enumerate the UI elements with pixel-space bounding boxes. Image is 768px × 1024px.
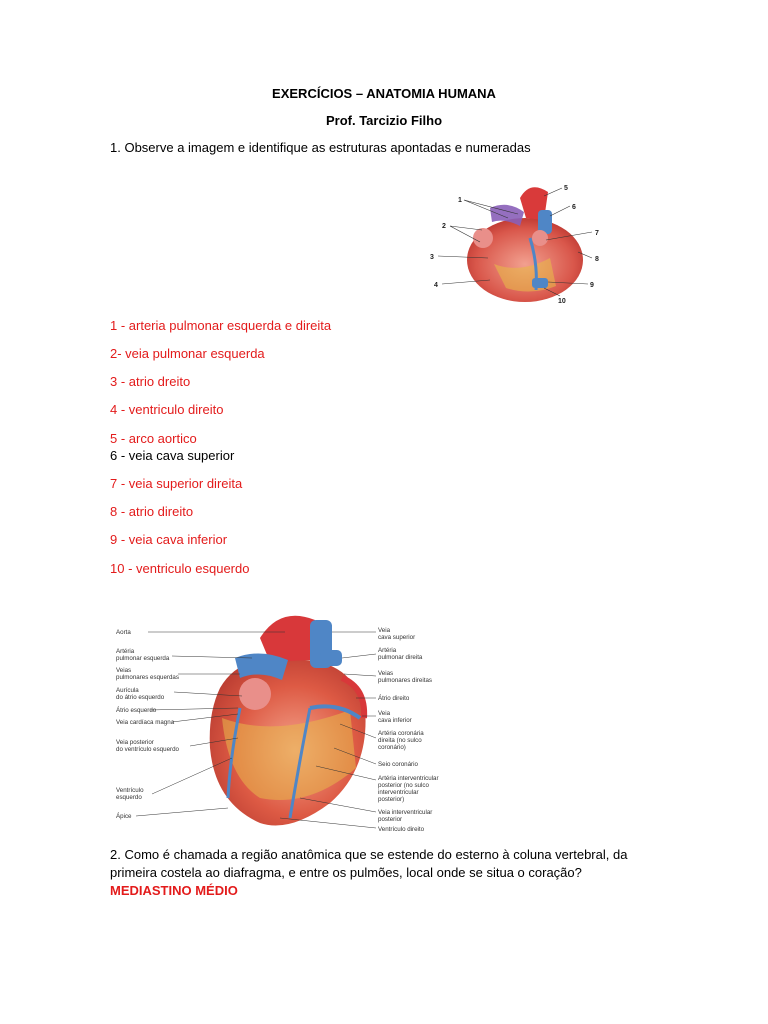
answer-8: [110, 504, 193, 520]
label-right-pulmonary-artery: Artéria: [378, 647, 397, 654]
figure-number: 7: [595, 230, 599, 237]
label-left-ventricle: Ventrículo: [116, 787, 144, 794]
label-superior-vena-cava-2: cava superior: [378, 634, 416, 641]
question-1-text: 1. Observe a imagem e identifique as estruturas apontadas e numeradas: [110, 140, 531, 155]
question-2-line-1: 2. Como é chamada a região anatômica que se estende do esterno à coluna vertebral, da: [110, 847, 628, 862]
label-left-ventricle-2: esquerdo: [116, 794, 142, 801]
label-right-atrium: Átrio direito: [378, 695, 410, 702]
answer-text: ventriculo direito: [125, 402, 224, 417]
figure-number: 3: [430, 254, 434, 261]
answer-9: [110, 532, 227, 548]
answer-number: 1 -: [110, 318, 126, 333]
answer-text: atrio direito: [125, 504, 194, 519]
answer-2: [110, 346, 265, 362]
answer-number: 6 -: [110, 448, 126, 463]
figure-number: 8: [595, 256, 599, 263]
heart-figure-numbered: [420, 178, 620, 306]
label-left-pulmonary-artery: Artéria: [116, 648, 135, 655]
answer-3: [110, 374, 190, 390]
label-posterior-interventricular-artery: Artéria interventricular: [378, 775, 439, 782]
label-great-cardiac-vein: Veia cardíaca magna: [116, 719, 175, 726]
author-line: Prof. Tarcizio Filho: [325, 113, 443, 128]
answer-number: 4 -: [110, 402, 126, 417]
answer-5: [110, 431, 197, 447]
label-left-pulmonary-artery-2: pulmonar esquerda: [116, 655, 170, 662]
label-right-pulmonary-veins-2: pulmonares direitas: [378, 677, 432, 684]
label-aorta: Aorta: [116, 629, 131, 636]
label-right-ventricle: Ventrículo direito: [378, 826, 425, 833]
answer-number: 2: [110, 346, 118, 361]
label-posterior-interventricular-artery-3: interventricular: [378, 789, 419, 796]
label-right-coronary-artery-3: coronário): [378, 744, 406, 751]
answer-number: 3 -: [110, 374, 126, 389]
answer-text: - veia superior direita: [117, 476, 243, 491]
label-left-auricle-2: do átrio esquerdo: [116, 694, 165, 701]
label-right-pulmonary-veins: Veias: [378, 670, 394, 677]
answer-number: 9 -: [110, 532, 126, 547]
answer-text: atrio dreito: [125, 374, 191, 389]
label-inferior-vena-cava-2: cava inferior: [378, 717, 412, 724]
answer-text: arteria pulmonar esquerda e direita: [125, 318, 332, 333]
answer-number: 10 -: [110, 561, 133, 576]
figure-number: 5: [564, 185, 568, 192]
label-left-auricle: Aurícula: [116, 687, 139, 694]
label-posterior-vein: Veia posterior: [116, 739, 154, 746]
figure-number: 9: [590, 282, 594, 289]
label-right-coronary-artery-2: direita (no sulco: [378, 737, 422, 744]
label-coronary-sinus: Seio coronário: [378, 761, 418, 768]
label-posterior-vein-2: do ventrículo esquerdo: [116, 746, 179, 753]
figure-number: 10: [558, 298, 566, 305]
label-left-pulmonary-veins-2: pulmonares esquerdas: [116, 674, 179, 681]
answer-text: ventriculo esquerdo: [132, 561, 250, 576]
answer-1: [110, 318, 331, 334]
figure-number: 6: [572, 204, 576, 211]
figure-number: 1: [458, 197, 462, 204]
label-inferior-vena-cava: Veia: [378, 710, 391, 717]
answer-number: 7: [110, 476, 118, 491]
page-title: EXERCÍCIOS – ANATOMIA HUMANA: [272, 86, 496, 101]
label-left-pulmonary-veins: Veias: [116, 667, 132, 674]
label-left-atrium: Átrio esquerdo: [116, 707, 157, 714]
label-superior-vena-cava: Veia: [378, 627, 391, 634]
question-2-line-2: primeira costela ao diafragma, e entre os pulmões, local onde se situa o coração?: [110, 865, 582, 880]
answer-4: [110, 402, 223, 418]
label-posterior-interventricular-artery-4: posterior): [378, 796, 405, 803]
label-right-pulmonary-artery-2: pulmonar direita: [378, 654, 423, 661]
answer-10: [110, 561, 249, 577]
question-2-answer: MEDIASTINO MÉDIO: [110, 883, 238, 898]
figure-number: 4: [434, 282, 438, 289]
label-apex: Ápice: [116, 813, 132, 820]
figure-number: 2: [442, 223, 446, 230]
answer-text: veia cava inferior: [125, 532, 228, 547]
label-posterior-interventricular-artery-2: posterior (no sulco: [378, 782, 429, 789]
answer-number: 8 -: [110, 504, 126, 519]
answer-text: - veia pulmonar esquerda: [117, 346, 265, 361]
label-right-coronary-artery: Artéria coronária: [378, 730, 424, 737]
answer-number: 5 -: [110, 431, 126, 446]
answer-text: arco aortico: [125, 431, 197, 446]
heart-figure-labeled: [110, 598, 485, 838]
answer-6: [110, 448, 234, 464]
answer-7: [110, 476, 242, 492]
label-posterior-interventricular-vein: Veia interventricular: [378, 809, 433, 816]
answer-text: veia cava superior: [125, 448, 235, 463]
label-posterior-interventricular-vein-2: posterior: [378, 816, 403, 823]
